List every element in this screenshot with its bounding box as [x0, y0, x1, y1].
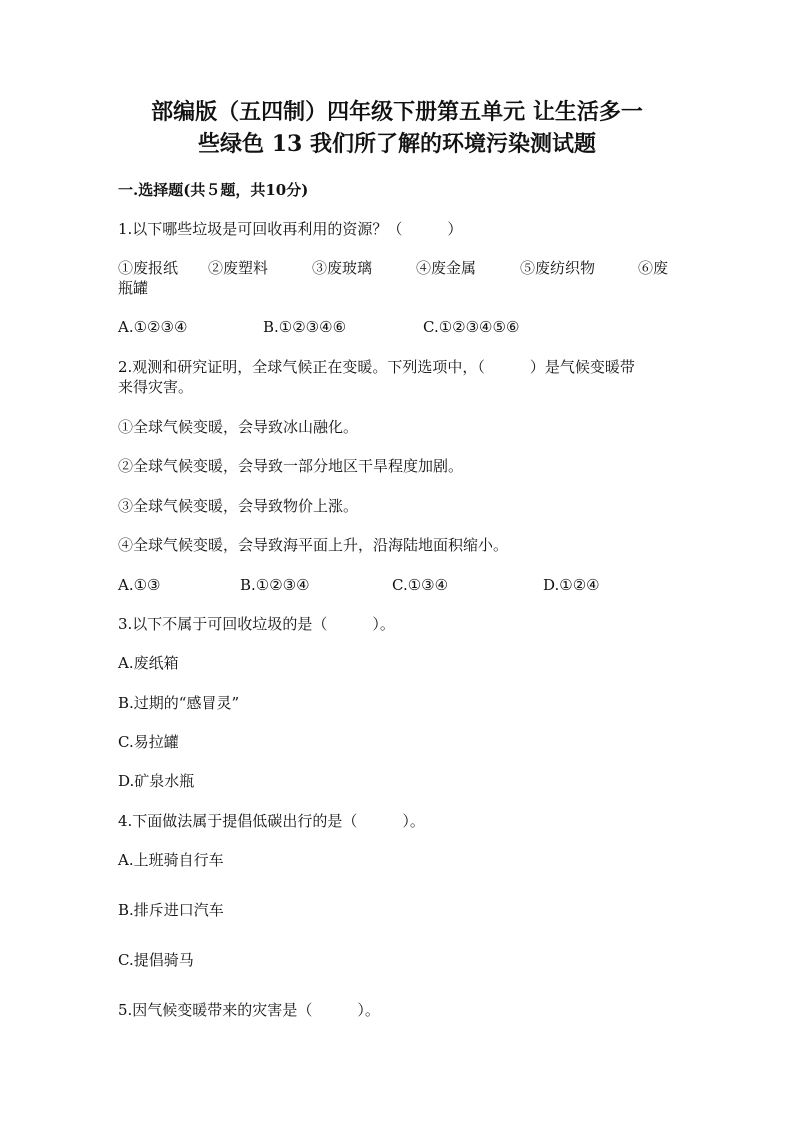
q3-option-c: C.易拉罐	[118, 733, 179, 751]
question-2-text-line-1: 2.观测和研究证明，全球气候正在变暖。下列选项中，（ ）是气候变暖带	[118, 358, 635, 376]
q2-statement-4: ④全球气候变暖，会导致海平面上升，沿海陆地面积缩小。	[118, 536, 509, 554]
q2-statement-1: ①全球气候变暖，会导致冰山融化。	[118, 418, 359, 436]
q2-option-c: C.①③④	[392, 576, 449, 594]
q1-option-a: A.①②③④	[118, 318, 188, 336]
q3-option-a: A.废纸箱	[118, 654, 179, 672]
q2-option-d: D.①②④	[543, 576, 600, 594]
q2-option-a: A.①③	[118, 576, 161, 594]
q1-option-c: C.①②③④⑤⑥	[423, 318, 520, 336]
q1-item-1: ①废报纸	[118, 259, 179, 277]
q1-item-3: ③废玻璃	[312, 259, 373, 277]
q2-option-b: B.①②③④	[240, 576, 310, 594]
section-heading: 一.选择题(共５题，共10分)	[118, 181, 309, 199]
question-4-text: 4.下面做法属于提倡低碳出行的是（ ）。	[118, 812, 425, 830]
question-2-text-line-2: 来得灾害。	[118, 378, 194, 396]
question-2-options	[118, 575, 678, 595]
q1-item-5: ⑤废纺织物	[520, 259, 596, 277]
q3-option-d: D.矿泉水瓶	[118, 772, 195, 790]
question-1-options	[118, 317, 678, 337]
q1-item-6-continued: 瓶罐	[118, 279, 149, 297]
question-3-text: 3.以下不属于可回收垃圾的是（ ）。	[118, 615, 395, 633]
q2-statement-2: ②全球气候变暖，会导致一部分地区干旱程度加剧。	[118, 457, 464, 475]
q1-item-4: ④废金属	[416, 259, 477, 277]
q3-option-b: B.过期的“感冒灵”	[118, 694, 240, 712]
q4-option-b: B.排斥进口汽车	[118, 901, 224, 919]
page-title-line-2: 些绿色 13 我们所了解的环境污染测试题	[198, 131, 596, 157]
q4-option-c: C.提倡骑马	[118, 951, 194, 969]
page-title-line-1: 部编版（五四制）四年级下册第五单元 让生活多一	[151, 99, 643, 125]
q4-option-a: A.上班骑自行车	[118, 851, 224, 869]
q1-item-2: ②废塑料	[208, 259, 269, 277]
question-5-text: 5.因气候变暖带来的灾害是（ ）。	[118, 1001, 380, 1019]
q1-item-6: ⑥废	[638, 259, 669, 277]
question-1-items	[118, 258, 678, 278]
q2-statement-3: ③全球气候变暖，会导致物价上涨。	[118, 497, 359, 515]
question-1-text: 1.以下哪些垃圾是可回收再利用的资源？（ ）	[118, 220, 463, 238]
q1-option-b: B.①②③④⑥	[263, 318, 347, 336]
